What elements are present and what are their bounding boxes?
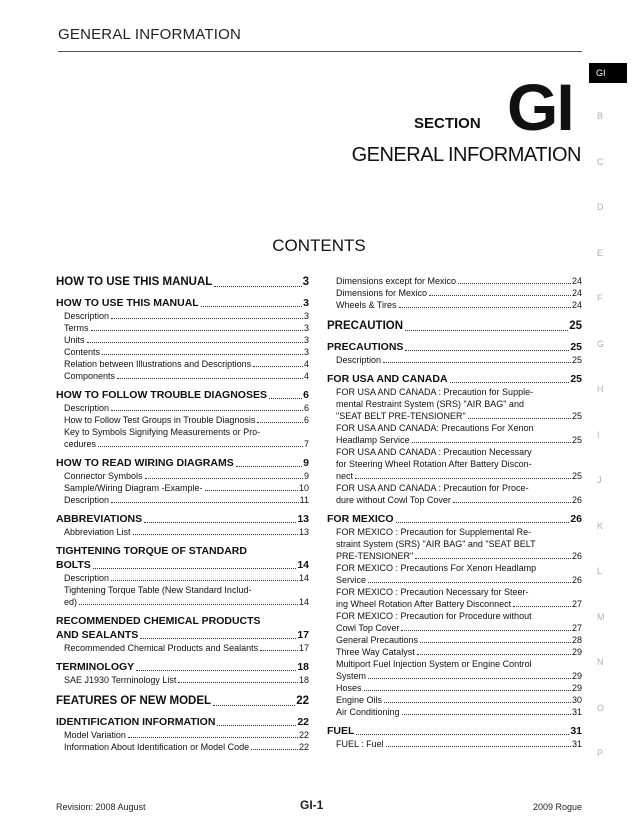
toc-entry[interactable] — [327, 706, 582, 718]
toc-entry-page: 24 — [571, 276, 582, 286]
toc-entry-title: Description — [64, 573, 110, 583]
dot-leader — [145, 478, 303, 479]
toc-entry-page: 14 — [298, 573, 309, 583]
toc-entry[interactable] — [56, 426, 309, 450]
toc-entry[interactable] — [327, 482, 582, 506]
section-tab-i[interactable]: I — [597, 429, 600, 440]
toc-entry[interactable] — [327, 586, 582, 610]
toc-entry-page: 22 — [296, 695, 309, 707]
toc-entry[interactable] — [327, 658, 582, 682]
toc-entry-title: Description — [64, 311, 110, 321]
toc-entry[interactable] — [327, 372, 582, 386]
toc-entry-page: 26 — [570, 513, 582, 525]
toc-entry-title-line: mental Restraint System (SRS) "AIR BAG" and — [336, 399, 524, 409]
dot-leader — [251, 749, 298, 750]
dot-leader — [468, 418, 571, 419]
section-tab-c[interactable]: C — [597, 156, 604, 167]
dot-leader — [178, 682, 298, 683]
toc-entry[interactable] — [56, 660, 309, 674]
dot-leader — [513, 606, 571, 607]
toc-entry[interactable] — [327, 738, 582, 750]
toc-entry-page: 26 — [571, 551, 582, 561]
dot-leader — [214, 286, 301, 287]
toc-entry[interactable] — [327, 340, 582, 354]
section-tab-b[interactable]: B — [597, 111, 604, 121]
toc-entry-title: IDENTIFICATION INFORMATION — [56, 716, 216, 728]
toc-entry-title: Air Conditioning — [336, 707, 400, 717]
toc-entry-title: HOW TO FOLLOW TROUBLE DIAGNOSES — [56, 389, 267, 401]
toc-entry[interactable] — [56, 388, 309, 402]
toc-entry-page: 22 — [298, 742, 309, 752]
toc-entry-title: ABBREVIATIONS — [56, 513, 143, 525]
dot-leader — [399, 307, 571, 308]
toc-entry-page: 17 — [297, 629, 309, 641]
toc-entry-page: 25 — [571, 471, 582, 481]
toc-left-column — [56, 275, 309, 753]
toc-entry[interactable] — [327, 275, 582, 287]
toc-entry-title-line: nect — [336, 471, 354, 481]
toc-entry-title: FOR USA AND CANADA — [327, 373, 448, 385]
toc-entry-title: HOW TO USE THIS MANUAL — [56, 276, 213, 288]
toc-entry-title: Contents — [64, 347, 101, 357]
toc-entry-page: 3 — [302, 276, 309, 288]
toc-entry[interactable] — [56, 310, 309, 322]
toc-entry-title-line: FOR MEXICO : Precaution for Supplemental Re- — [336, 527, 532, 537]
dot-leader — [93, 568, 297, 569]
section-code: GI — [507, 70, 573, 144]
toc-entry-title-line: FOR USA AND CANADA : Precaution for Proce- — [336, 483, 529, 493]
dot-leader — [415, 558, 571, 559]
dot-leader — [102, 354, 303, 355]
toc-entry-title-line: for Steering Wheel Rotation After Battery Discon- — [336, 459, 532, 469]
toc-entry-title: Wheels & Tires — [336, 300, 397, 310]
toc-entry-page: 4 — [303, 371, 309, 381]
toc-entry[interactable] — [56, 642, 309, 654]
section-tab-k[interactable]: K — [597, 520, 604, 531]
toc-entry-title-line: System — [336, 671, 367, 681]
toc-entry[interactable] — [327, 386, 582, 422]
toc-entry-page: 14 — [297, 559, 309, 571]
toc-entry-title: Relation between Illustrations and Descriptions — [64, 359, 252, 369]
toc-entry-title: PRECAUTIONS — [327, 341, 404, 353]
dot-leader — [205, 490, 298, 491]
toc-entry-title-line: FOR MEXICO : Precaution for Procedure without — [336, 611, 532, 621]
toc-entry-page: 29 — [571, 671, 582, 681]
toc-entry-title-line: BOLTS — [56, 559, 91, 571]
dot-leader — [87, 342, 303, 343]
dot-leader — [401, 630, 571, 631]
toc-entry-title-line: RECOMMENDED CHEMICAL PRODUCTS — [56, 615, 261, 627]
toc-entry-title: Description — [64, 403, 110, 413]
toc-entry-page: 31 — [571, 739, 582, 749]
dot-leader — [384, 702, 571, 703]
toc-entry-page: 3 — [303, 323, 309, 333]
section-tab-o[interactable]: O — [597, 702, 605, 713]
toc-entry-page: 13 — [297, 513, 309, 525]
dot-leader — [217, 725, 296, 726]
toc-entry[interactable] — [56, 370, 309, 382]
header-rule — [58, 51, 582, 52]
toc-entry-page: 25 — [571, 435, 582, 445]
toc-entry[interactable] — [56, 674, 309, 686]
toc-entry-title: SAE J1930 Terminology List — [64, 675, 177, 685]
toc-entry[interactable] — [327, 319, 582, 334]
dot-leader — [356, 734, 569, 735]
dot-leader — [111, 580, 298, 581]
dot-leader — [111, 502, 299, 503]
toc-entry[interactable] — [327, 299, 582, 311]
toc-entry-title-line: Service — [336, 575, 367, 585]
dot-leader — [386, 746, 571, 747]
toc-entry-title: Dimensions for Mexico — [336, 288, 428, 298]
toc-entry-title: FUEL : Fuel — [336, 739, 384, 749]
dot-leader — [260, 650, 298, 651]
dot-leader — [91, 330, 303, 331]
toc-entry-page: 25 — [570, 373, 582, 385]
toc-entry[interactable] — [327, 694, 582, 706]
toc-entry[interactable] — [56, 275, 309, 290]
dot-leader — [405, 350, 569, 351]
toc-entry-page: 30 — [571, 695, 582, 705]
section-tab-f[interactable]: F — [597, 293, 603, 303]
toc-entry[interactable] — [56, 456, 309, 470]
toc-entry-title: Recommended Chemical Products and Sealants — [64, 643, 259, 653]
toc-entry-page: 6 — [303, 389, 309, 401]
section-tab-m[interactable]: M — [597, 611, 605, 622]
dot-leader — [144, 522, 296, 523]
toc-entry-page: 28 — [571, 635, 582, 645]
dot-leader — [128, 737, 298, 738]
toc-entry[interactable] — [327, 446, 582, 482]
toc-entry[interactable] — [327, 287, 582, 299]
toc-entry-title: HOW TO READ WIRING DIAGRAMS — [56, 457, 234, 469]
toc-entry-title: Components — [64, 371, 116, 381]
toc-entry-title: FUEL — [327, 725, 355, 737]
dot-leader — [355, 478, 571, 479]
toc-entry-page: 27 — [571, 599, 582, 609]
toc-entry[interactable] — [56, 494, 309, 506]
toc-right-column — [327, 275, 582, 750]
dot-leader — [383, 362, 571, 363]
toc-entry[interactable] — [327, 526, 582, 562]
toc-entry-page: 7 — [303, 439, 309, 449]
toc-entry-page: 6 — [303, 415, 309, 425]
page-number: GI-1 — [300, 798, 324, 812]
toc-entry-page: 11 — [299, 495, 309, 505]
dot-leader — [236, 466, 302, 467]
toc-entry-page: 17 — [298, 643, 309, 653]
toc-entry-title-line: dure without Cowl Top Cover — [336, 495, 451, 505]
toc-entry-page: 3 — [303, 335, 309, 345]
toc-entry-page: 18 — [298, 675, 309, 685]
dot-leader — [396, 522, 570, 523]
toc-entry-title: Sample/Wiring Diagram -Example- — [64, 483, 203, 493]
toc-entry-page: 26 — [571, 575, 582, 585]
toc-entry[interactable] — [56, 358, 309, 370]
toc-entry[interactable] — [56, 572, 309, 584]
section-tab-e[interactable]: E — [597, 247, 604, 258]
dot-leader — [213, 705, 295, 706]
dot-leader — [136, 670, 296, 671]
dot-leader — [453, 502, 571, 503]
section-tab-l[interactable]: L — [597, 566, 603, 576]
toc-entry-page: 9 — [303, 471, 309, 481]
toc-entry-page: 3 — [303, 297, 309, 309]
toc-entry-page: 25 — [571, 355, 582, 365]
toc-entry-title-line: ing Wheel Rotation After Battery Disconnect — [336, 599, 512, 609]
toc-entry-page: 22 — [298, 730, 309, 740]
toc-entry-page: 29 — [571, 683, 582, 693]
dot-leader — [117, 378, 303, 379]
toc-entry[interactable] — [327, 610, 582, 634]
toc-entry[interactable] — [56, 402, 309, 414]
dot-leader — [368, 582, 571, 583]
toc-entry-page: 4 — [303, 359, 309, 369]
dot-leader — [98, 446, 303, 447]
toc-entry-title: Description — [336, 355, 382, 365]
toc-entry-page: 24 — [571, 300, 582, 310]
toc-entry[interactable] — [327, 354, 582, 366]
toc-entry[interactable] — [56, 512, 309, 526]
toc-entry-title: Units — [64, 335, 85, 345]
dot-leader — [257, 422, 303, 423]
toc-entry-title: Hoses — [336, 683, 362, 693]
dot-leader — [201, 306, 302, 307]
toc-entry[interactable] — [56, 414, 309, 426]
toc-entry-title: Engine Oils — [336, 695, 383, 705]
dot-leader — [405, 330, 568, 331]
toc-entry-title-line: Key to Symbols Signifying Measurements or Pro- — [64, 427, 261, 437]
toc-entry-page: 31 — [570, 725, 582, 737]
toc-entry[interactable] — [327, 646, 582, 658]
dot-leader — [111, 410, 303, 411]
toc-entry-title-line: cedures — [64, 439, 97, 449]
toc-entry-title-line: TIGHTENING TORQUE OF STANDARD — [56, 545, 247, 557]
toc-entry-page: 26 — [571, 495, 582, 505]
dot-leader — [458, 283, 571, 284]
toc-entry-page: 25 — [571, 411, 582, 421]
toc-entry-title: Information About Identification or Model Code — [64, 742, 250, 752]
toc-entry-title-line: AND SEALANTS — [56, 629, 139, 641]
toc-entry-page: 18 — [297, 661, 309, 673]
toc-entry-title: HOW TO USE THIS MANUAL — [56, 297, 199, 309]
dot-leader — [253, 366, 303, 367]
dot-leader — [412, 442, 571, 443]
toc-entry-title: General Precautions — [336, 635, 419, 645]
model-label: 2009 Rogue — [532, 802, 582, 812]
dot-leader — [111, 318, 303, 319]
toc-entry[interactable] — [56, 614, 309, 642]
dot-leader — [368, 678, 571, 679]
active-section-tab[interactable]: GI — [589, 63, 627, 83]
revision-label: Revision: 2008 August — [56, 802, 146, 812]
section-tab-p[interactable]: P — [597, 748, 604, 758]
toc-entry-title-line: "SEAT BELT PRE-TENSIONER" — [336, 411, 466, 421]
toc-entry[interactable] — [56, 470, 309, 482]
toc-entry-title: PRECAUTION — [327, 320, 404, 332]
section-tab-g[interactable]: G — [597, 338, 605, 349]
toc-entry[interactable] — [327, 634, 582, 646]
toc-entry[interactable] — [56, 346, 309, 358]
toc-entry-page: 27 — [571, 623, 582, 633]
toc-entry-title-line: straint System (SRS) "AIR BAG" and "SEAT BELT — [336, 539, 536, 549]
toc-entry-page: 22 — [297, 716, 309, 728]
toc-entry[interactable] — [327, 724, 582, 738]
toc-entry[interactable] — [56, 296, 309, 310]
toc-entry-page: 14 — [298, 597, 309, 607]
toc-entry-title: Terms — [64, 323, 89, 333]
toc-entry-page: 29 — [571, 647, 582, 657]
dot-leader — [402, 714, 571, 715]
toc-entry-title: Description — [64, 495, 110, 505]
dot-leader — [133, 534, 298, 535]
dot-leader — [450, 382, 570, 383]
toc-entry-title: Model Variation — [64, 730, 126, 740]
toc-entry-title-line: FOR MEXICO : Precaution Necessary for Steer- — [336, 587, 529, 597]
toc-entry-page: 24 — [571, 288, 582, 298]
toc-entry[interactable] — [327, 512, 582, 526]
dot-leader — [420, 642, 571, 643]
toc-entry-title: Abbreviation List — [64, 527, 131, 537]
toc-entry-title-line: Multiport Fuel Injection System or Engine Control — [336, 659, 532, 669]
dot-leader — [417, 654, 571, 655]
toc-entry[interactable] — [56, 322, 309, 334]
toc-entry-page: 6 — [303, 403, 309, 413]
dot-leader — [140, 638, 296, 639]
toc-entry[interactable] — [327, 682, 582, 694]
toc-entry[interactable] — [56, 694, 309, 709]
toc-entry-title: TERMINOLOGY — [56, 661, 135, 673]
dot-leader — [79, 604, 298, 605]
toc-entry[interactable] — [56, 544, 309, 572]
toc-entry-title: Dimensions except for Mexico — [336, 276, 457, 286]
section-title: GENERAL INFORMATION — [351, 144, 581, 166]
toc-entry[interactable] — [56, 729, 309, 741]
toc-entry[interactable] — [56, 584, 309, 608]
toc-entry-title-line: FOR USA AND CANADA : Precaution for Supple- — [336, 387, 534, 397]
toc-entry[interactable] — [327, 562, 582, 586]
toc-entry-title-line: FOR USA AND CANADA: Precautions For Xenon — [336, 423, 534, 433]
toc-entry-title-line: Tightening Torque Table (New Standard Includ- — [64, 585, 252, 595]
toc-entry-title: Connector Symbols — [64, 471, 143, 481]
toc-entry-page: 25 — [570, 341, 582, 353]
toc-entry-title: Three Way Catalyst — [336, 647, 415, 657]
section-tab-n[interactable]: N — [597, 657, 604, 667]
toc-entry[interactable] — [56, 334, 309, 346]
dot-leader — [269, 398, 302, 399]
toc-entry[interactable] — [56, 526, 309, 538]
toc-entry-page: 3 — [303, 311, 309, 321]
toc-entry-page: 3 — [303, 347, 309, 357]
section-tab-d[interactable]: D — [597, 202, 604, 212]
toc-entry-title-line: Cowl Top Cover — [336, 623, 400, 633]
toc-entry-page: 13 — [298, 527, 309, 537]
running-header: GENERAL INFORMATION — [58, 26, 241, 43]
toc-entry-page: 31 — [571, 707, 582, 717]
toc-entry[interactable] — [56, 482, 309, 494]
dot-leader — [364, 690, 571, 691]
toc-entry-title-line: FOR MEXICO : Precautions For Xenon Headlamp — [336, 563, 537, 573]
toc-entry-title-line: ed) — [64, 597, 78, 607]
toc-entry[interactable] — [327, 422, 582, 446]
section-tab-j[interactable]: J — [597, 475, 602, 485]
toc-entry-page: 10 — [298, 483, 309, 493]
contents-heading: CONTENTS — [272, 236, 366, 255]
toc-entry-title: FOR MEXICO — [327, 513, 394, 525]
toc-entry-title: How to Follow Test Groups in Trouble Diagnosis — [64, 415, 256, 425]
toc-entry-title-line: PRE-TENSIONER" — [336, 551, 414, 561]
section-label: SECTION — [414, 115, 481, 132]
toc-entry[interactable] — [56, 715, 309, 729]
dot-leader — [429, 295, 571, 296]
toc-entry[interactable] — [56, 741, 309, 753]
toc-entry-page: 9 — [303, 457, 309, 469]
toc-entry-title: FEATURES OF NEW MODEL — [56, 695, 212, 707]
toc-entry-title-line: Headlamp Service — [336, 435, 410, 445]
section-tab-h[interactable]: H — [597, 384, 604, 394]
toc-entry-page: 25 — [569, 320, 582, 332]
toc-entry-title-line: FOR USA AND CANADA : Precaution Necessary — [336, 447, 532, 457]
